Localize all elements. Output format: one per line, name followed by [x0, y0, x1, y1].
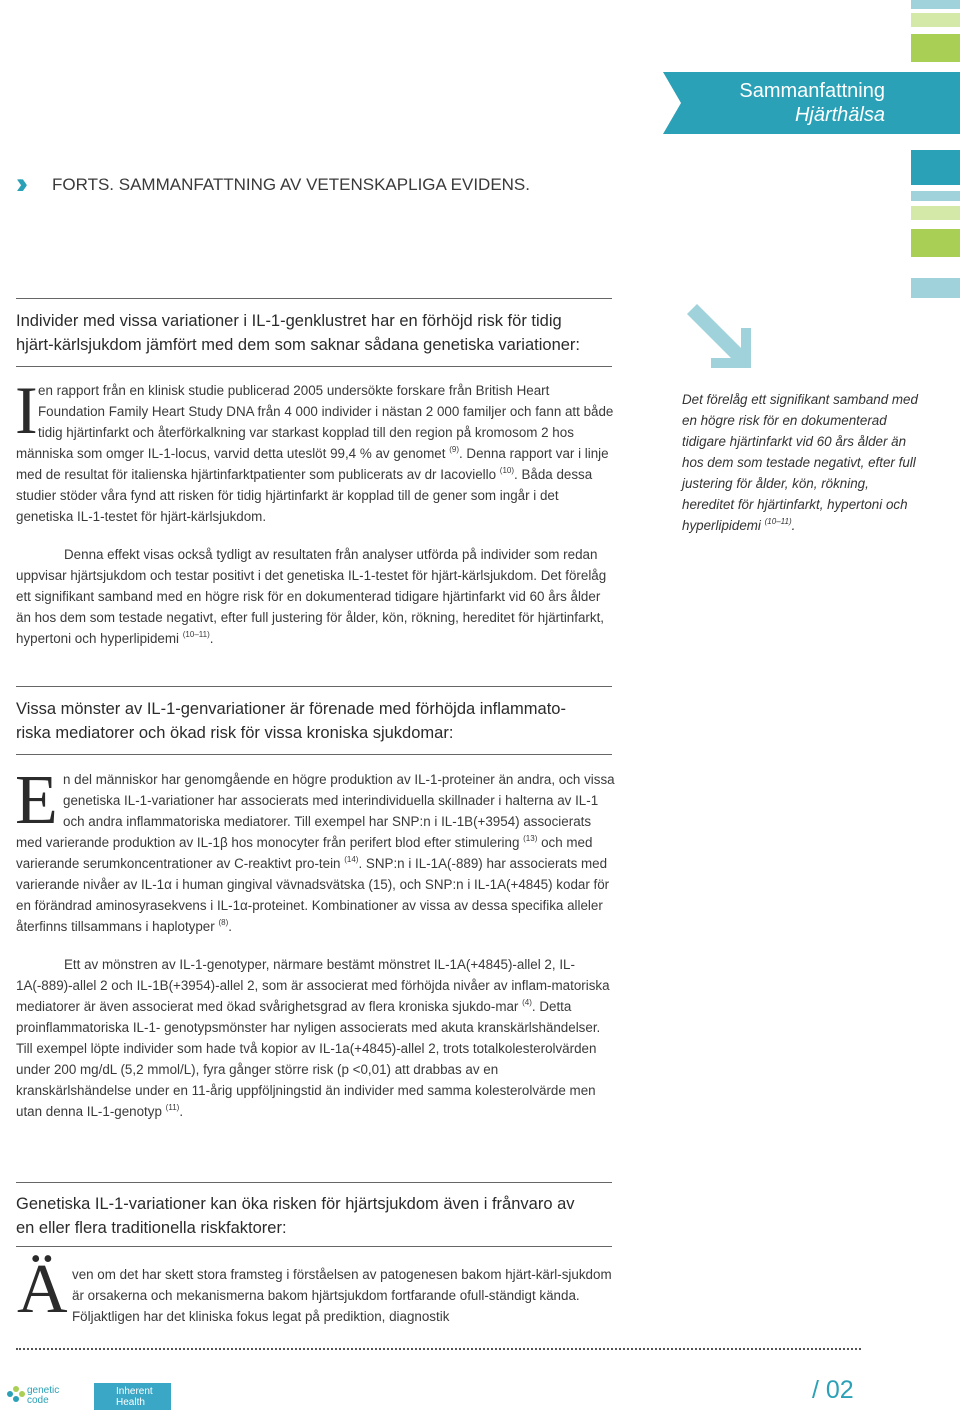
decor-bar-7	[911, 229, 960, 257]
continued-label-text: FORTS. SAMMANFATTNING AV VETENSKAPLIGA EVIDENS.	[52, 175, 530, 194]
arrow-down-right-icon	[683, 300, 751, 368]
section1-dropcap: I	[15, 372, 38, 448]
section2-paragraph2: Ett av mönstren av IL-1-genotyper, närmare bestämt mönstret IL-1A(+4845)-allel 2, IL-1A(-889)-allel 2 och IL-1B(+3954)-allel 2, som är associerat med förhöjda nivåer av inflam-matoriska mediatorer är även associerat med ökad svårighetsgrad av flera kroniska sjukdo-mar $^{(4)}$. Detta proinflammatoriska IL-1- genotypsmönster har nyligen associerats med akuta kranskärlshändelser. Till exempel löpte individer som hade två kopior av IL-1a(+4845)-allel 2, trots totalkolesterolvärden under 200 mg/dL (5,2 mmol/L), fyra gånger större risk (p <0,01) att drabbas av en kranskärlshändelse under en 11-årig uppföljningstid än individer med samma kolesterolvärde men utan denna IL-1-genotyp $^{(11)}$.	[16, 957, 610, 1119]
section1-heading-line1: Individer med vissa variationer i IL-1-genklustret har en förhöjd risk för tidig	[16, 312, 562, 330]
decor-bar-1	[911, 0, 960, 9]
page-number: / 02	[812, 1376, 854, 1404]
section3-top-rule	[16, 1182, 612, 1183]
section2-bottom-rule	[16, 754, 612, 755]
section3-dropcap: Ä	[17, 1251, 68, 1328]
decor-bar-4	[911, 150, 960, 185]
decor-bar-2	[911, 13, 960, 27]
section1-paragraph2: Denna effekt visas också tydligt av resultaten från analyser utförda på individer som redan uppvisar hjärtsjukdom och testar positivt i det genetiska IL-1-testet för hjärt-kärlsjukdom. Det förelåg ett signifikant samband med en högre risk för en dokumenterad tidigare hjärtinfarkt vid 60 års ålder än hos dem som testade negativt, efter full justering för ålder, kön, rökning, hereditet för hjärtinfarkt, hypertoni och hyperlipidemi $^{(10-11)}$.	[16, 547, 607, 646]
decor-bar-3	[911, 34, 960, 62]
section2-top-rule	[16, 686, 612, 687]
section2-heading-line2: riska mediatorer och ökad risk för vissa kroniska sjukdomar:	[16, 724, 454, 742]
section2-dropcap: E	[15, 762, 58, 839]
genetic-code-logo	[4, 1381, 84, 1409]
footer-dotted-rule	[16, 1348, 861, 1350]
section1-heading-line2: hjärt-kärlsjukdom jämfört med dem som saknar sådana genetiska variationer:	[16, 336, 580, 354]
section3-paragraph1: ven om det har skett stora framsteg i förståelsen av patogenesen bakom hjärt-kärl-sjukdom är orsakerna och mekanismerna bakom hjärtsjukdom fortfarande ofull-ständigt kända. Följaktligen har det kliniska fokus legat på prediktion, diagnostik	[72, 1267, 612, 1324]
section2-paragraph1: n del människor har genomgående en högre produktion av IL-1-proteiner än andra, och vissa genetiska IL-1-variationer har associerats med interindividuella skillnader i halterna av IL-1 och andra inflammatoriska mediatorer. Till exempel har SNP:n i IL-1B(+3954) associerats med varierande produktion av IL-1β hos monocyter från perifert blod efter stimulering $^{(13)}$ och med varierande serumkoncentrationer av C-reaktivt pro-tein $^{(14)}$. SNP:n i IL-1A(-889) har associerats med varierande nivåer av IL-1α i human gingival vävnadsvätska (15), och SNP:n i IL-1A(+4845) kodar för en förändrad aminosyrasekvens i IL-1α-proteinet. Kombinationer av vissa av dessa specifika alleler återfinns tillsammans i haplotyper $^{(8)}$.	[16, 772, 615, 934]
inherent-health-line2: Health	[116, 1397, 145, 1408]
header-title: Sammanfattning	[739, 80, 885, 102]
section1-heading	[16, 309, 616, 357]
section2-body	[16, 769, 616, 1122]
section3-heading-line1: Genetiska IL-1-variationer kan öka risken för hjärtsjukdom även i frånvaro av	[16, 1195, 575, 1213]
section1-top-rule	[16, 298, 612, 299]
decor-bar-8	[911, 278, 960, 298]
sidenote: Det förelåg ett signifikant samband med en högre risk för en dokumenterad tidigare hjärtinfarkt vid 60 års ålder än hos dem som testade negativt, efter full justering för ålder, kön, rökning, hereditet för hjärtinfarkt, hypertoni och hyperlipidemi $^{(10-11)}$.	[682, 392, 918, 533]
section1-body	[16, 380, 616, 649]
section1-paragraph1: en rapport från en klinisk studie publicerad 2005 undersökte forskare från British Heart Foundation Family Heart Study DNA från 4 000 individer i nästan 2 000 familjer och fann att både tidig hjärtinfarkt och återförkalkning var starkast kopplad till den region på kromosom 2 hos människa som omger IL-1-locus, varvid detta uteslöt 99,4 % av genomet $^{(9)}$. Denna rapport var i linje med de resultat för italienska hjärtinfarktpatienter som publicerats av dr Iacoviello $^{(10)}$. Båda dessa studier stöder våra fynd att risken för tidig hjärtinfarkt är kopplad till de gener som ingår i det genetiska IL-1-testet för hjärt-kärlsjukdom.	[16, 383, 614, 524]
genetic-code-logo-text: genetic code	[27, 1385, 60, 1406]
section3-body	[16, 1264, 616, 1327]
section2-heading-line1: Vissa mönster av IL-1-genvariationer är förenade med förhöjda inflammato-	[16, 700, 566, 718]
decor-bar-5	[911, 191, 960, 201]
section3-heading-line2: en eller flera traditionella riskfaktorer:	[16, 1219, 287, 1237]
inherent-health-logo	[94, 1383, 171, 1410]
inherent-health-line1: Inherent	[116, 1386, 153, 1397]
section3-heading	[16, 1192, 616, 1240]
section2-heading	[16, 697, 616, 745]
section3-bottom-rule	[16, 1246, 612, 1247]
section1-bottom-rule	[16, 366, 612, 367]
decor-bar-6	[911, 206, 960, 220]
double-chevron-icon: ››	[16, 167, 20, 200]
header-subtitle: Hjärthälsa	[794, 104, 885, 126]
